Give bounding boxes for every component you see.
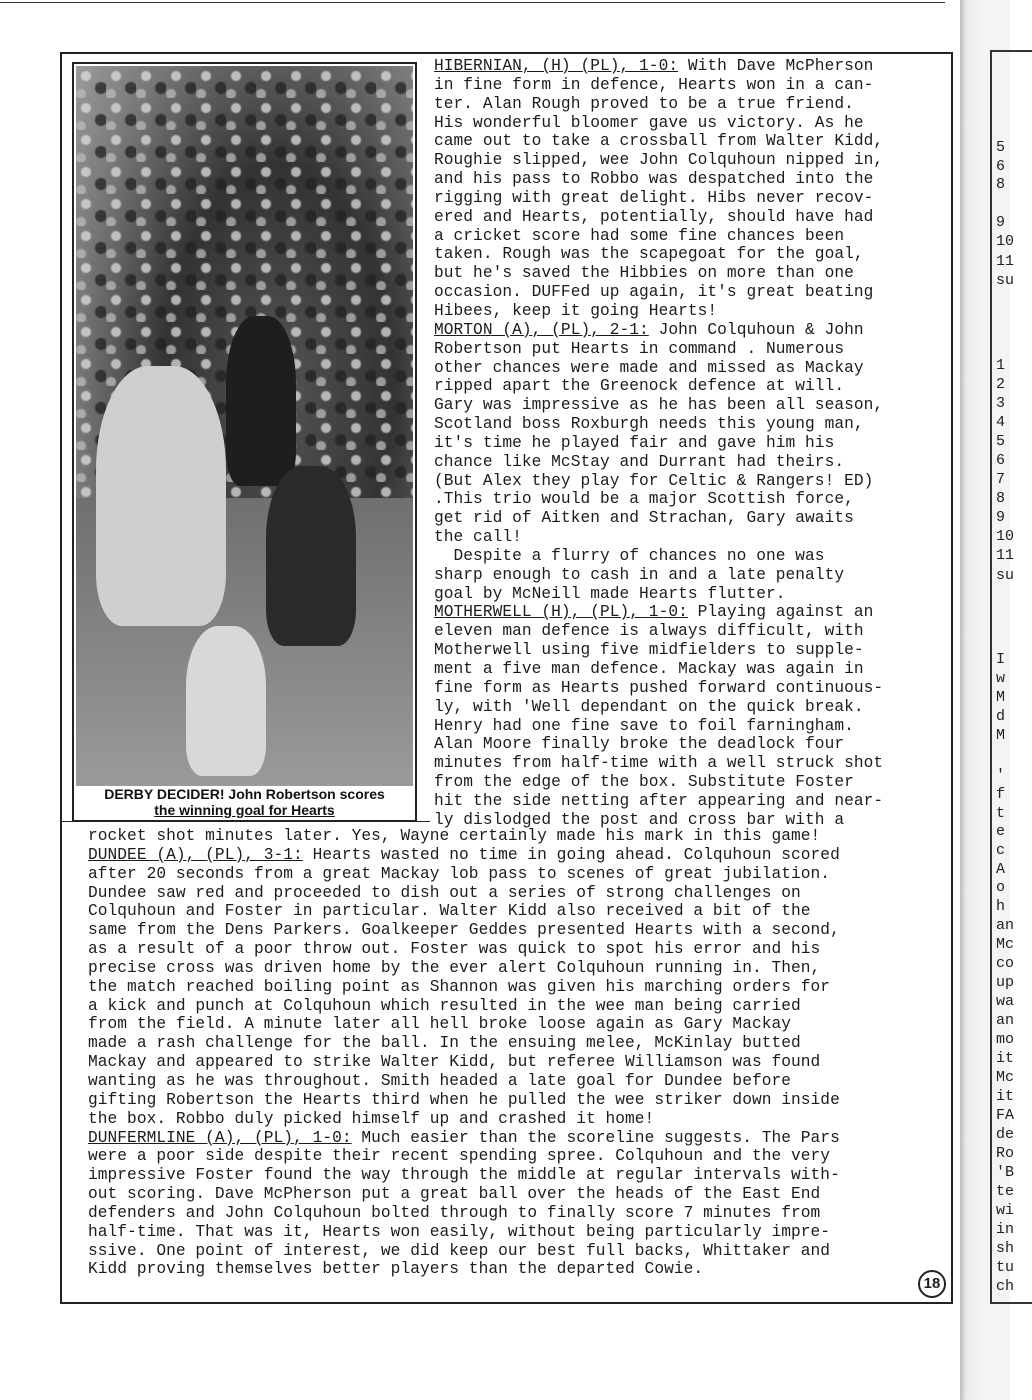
text-line	[434, 321, 946, 340]
text-line	[434, 472, 946, 491]
photo-player-2	[266, 466, 356, 646]
text-line	[434, 622, 946, 641]
line-text: .This trio would be a major Scottish force,	[434, 490, 854, 509]
adjacent-fragment: 5	[996, 433, 1006, 450]
adjacent-fragment: 5	[996, 139, 1006, 156]
text-line	[88, 1185, 948, 1204]
text-line	[434, 698, 946, 717]
adjacent-fragment: e	[996, 823, 1006, 840]
page-number: 18	[918, 1270, 946, 1298]
line-text: Playing against an	[687, 603, 874, 622]
adjacent-fragment: ch	[996, 1278, 1015, 1295]
text-line	[434, 151, 946, 170]
adjacent-fragment: mo	[996, 1031, 1015, 1048]
line-text: precise cross was driven home by the ever alert Colquhoun running in. Then,	[88, 958, 821, 977]
adjacent-fragment: in	[996, 1221, 1015, 1238]
line-text: ment a five man defence. Mackay was again in	[434, 660, 864, 678]
text-line	[434, 132, 946, 151]
line-text: the call!	[434, 528, 522, 547]
line-text: ered and Hearts, potentially, should have had	[434, 207, 874, 226]
text-line	[88, 1166, 948, 1185]
text-line	[88, 1260, 948, 1279]
text-line	[88, 1129, 948, 1148]
line-text: goal by McNeill made Hearts flutter.	[434, 584, 786, 603]
line-text: occasion. DUFFed up again, it's great beating	[434, 283, 874, 302]
adjacent-fragment: d	[996, 708, 1006, 725]
text-line	[434, 283, 946, 302]
text-line	[434, 95, 946, 114]
caption-line-1: DERBY DECIDER! John Robertson scores	[104, 786, 385, 802]
line-text: ly, with 'Well dependant on the quick break.	[434, 697, 864, 716]
adjacent-fragment: de	[996, 1126, 1015, 1143]
adjacent-fragment: co	[996, 955, 1015, 972]
text-line	[434, 208, 946, 227]
line-text: as a result of a poor throw out. Foster was quick to spot his error and his	[88, 940, 821, 959]
line-text: the box. Robbo duly picked himself up and crashed it home!	[88, 1109, 655, 1128]
adjacent-fragment: su	[996, 567, 1015, 584]
text-line	[434, 547, 946, 566]
text-line	[434, 359, 946, 378]
line-text: Kidd proving themselves better players than the departed Cowie.	[88, 1260, 704, 1279]
text-line	[434, 566, 946, 585]
text-line	[434, 735, 946, 754]
text-line	[88, 884, 948, 903]
adjacent-fragment: I	[996, 651, 1006, 668]
line-text: Colquhoun and Foster in particular. Walter Kidd also received a bit of the	[88, 902, 811, 921]
text-line	[434, 641, 946, 660]
adjacent-fragment: h	[996, 898, 1006, 915]
line-text: after 20 seconds from a great Mackay lob pass to scenes of great jubilation.	[88, 864, 831, 883]
match-photo	[72, 62, 417, 822]
text-line	[88, 1223, 948, 1242]
text-line	[434, 490, 946, 509]
text-line	[434, 773, 946, 792]
line-text: fine form as Hearts pushed forward continuous-	[434, 678, 884, 697]
adjacent-fragment: 9	[996, 214, 1006, 231]
adjacent-fragment: FA	[996, 1107, 1015, 1124]
adjacent-fragment: 7	[996, 471, 1006, 488]
text-line	[434, 227, 946, 246]
adjacent-fragment: wi	[996, 1202, 1015, 1219]
text-line	[434, 453, 946, 472]
line-text: Hibees, keep it going Hearts!	[434, 301, 718, 320]
line-text: from the field. A minute later all hell broke loose again as Gary Mackay	[88, 1015, 792, 1034]
text-line	[434, 245, 946, 264]
line-text: the match reached boiling point as Shannon was given his marching orders for	[88, 977, 831, 996]
match-heading: DUNFERMLINE (A), (PL), 1-0:	[88, 1128, 352, 1147]
line-text: Henry had one fine save to foil farningham.	[434, 716, 854, 735]
text-line	[88, 865, 948, 884]
line-text: out scoring. Dave McPherson put a great ball over the heads of the East End	[88, 1185, 821, 1204]
adjacent-fragment: sh	[996, 1240, 1015, 1257]
line-text: Motherwell using five midfielders to supple-	[434, 641, 864, 660]
text-line	[88, 959, 948, 978]
adjacent-fragment: 3	[996, 395, 1006, 412]
line-text: Robertson put Hearts in command . Numerous	[434, 339, 845, 358]
text-line	[88, 1072, 948, 1091]
line-text: chance like McStay and Durrant had theirs.	[434, 452, 845, 471]
match-heading: DUNDEE (A), (PL), 3-1:	[88, 845, 303, 864]
adjacent-fragment: f	[996, 786, 1006, 803]
line-text: ly dislodged the post and cross bar with a	[434, 810, 845, 829]
adjacent-fragment: tu	[996, 1259, 1015, 1276]
line-text: get rid of Aitken and Strachan, Gary awaits	[434, 509, 854, 528]
photo-player-3	[96, 366, 226, 626]
line-text: minutes from half-time with a well struck shot	[434, 754, 884, 773]
line-text: half-time. That was it, Hearts won easily, without being particularly impre-	[88, 1222, 831, 1241]
adjacent-fragment: c	[996, 842, 1006, 859]
adjacent-fragment: A	[996, 861, 1006, 878]
line-text: Roughie slipped, wee John Colquhoun nipped in,	[434, 151, 884, 170]
adjacent-fragment: it	[996, 1050, 1015, 1067]
adjacent-fragment: w	[996, 670, 1006, 687]
text-line	[88, 1204, 948, 1223]
text-line	[434, 679, 946, 698]
line-text: eleven man defence is always difficult, with	[434, 622, 864, 641]
section-divider	[60, 821, 430, 822]
text-line	[434, 434, 946, 453]
line-text: ssive. One point of interest, we did keep our best full backs, Whittaker and	[88, 1241, 831, 1260]
text-line	[434, 603, 946, 622]
line-text: a cricket score had some fine chances been	[434, 226, 845, 245]
adjacent-fragment: Mc	[996, 936, 1015, 953]
text-line	[88, 978, 948, 997]
match-heading: MOTHERWELL (H), (PL), 1-0:	[434, 603, 688, 622]
adjacent-fragment: 8	[996, 490, 1006, 507]
line-text: hit the side netting after appearing and near-	[434, 791, 884, 810]
line-text: and his pass to Robbo was despatched into the	[434, 170, 874, 189]
text-line	[434, 264, 946, 283]
adjacent-fragment: 10	[996, 233, 1015, 250]
text-line	[434, 509, 946, 528]
line-text: from the edge of the box. Substitute Foster	[434, 773, 854, 792]
adjacent-fragment: M	[996, 727, 1006, 744]
adjacent-fragment: 10	[996, 528, 1015, 545]
match-heading: MORTON (A), (PL), 2-1:	[434, 320, 649, 339]
line-text: but he's saved the Hibbies on more than one	[434, 264, 854, 283]
text-line	[434, 302, 946, 321]
photo-player-1	[226, 316, 296, 486]
top-edge-line	[0, 2, 945, 3]
line-text: Despite a flurry of chances no one was	[434, 546, 825, 565]
line-text: impressive Foster found the way through the middle at regular intervals with-	[88, 1166, 840, 1185]
adjacent-fragment: 11	[996, 547, 1015, 564]
text-line	[88, 940, 948, 959]
text-line	[434, 415, 946, 434]
line-text: ter. Alan Rough proved to be a true friend.	[434, 94, 854, 113]
adjacent-fragment: o	[996, 879, 1006, 896]
line-text: taken. Rough was the scapegoat for the goal,	[434, 245, 864, 264]
caption-line-2: the winning goal for Hearts	[154, 802, 335, 818]
text-line	[88, 846, 948, 865]
text-line	[434, 660, 946, 679]
line-text: were a poor side despite their recent spending spree. Colquhoun and the very	[88, 1147, 831, 1166]
line-text: Alan Moore finally broke the deadlock four	[434, 735, 845, 754]
text-line	[88, 1242, 948, 1261]
text-line	[434, 114, 946, 133]
text-line	[434, 585, 946, 604]
adjacent-page-edge	[960, 0, 1015, 1400]
line-text: Mackay and appeared to strike Walter Kidd, but referee Williamson was found	[88, 1053, 821, 1072]
match-heading: HIBERNIAN, (H) (PL), 1-0:	[434, 57, 679, 75]
line-text: a kick and punch at Colquhoun which resulted in the wee man being carried	[88, 996, 801, 1015]
text-line	[434, 189, 946, 208]
adjacent-fragment: 2	[996, 376, 1006, 393]
line-text: gifting Robertson the Hearts third when he pulled the wee striker down inside	[88, 1090, 840, 1109]
line-text: Much easier than the scoreline suggests. The Pars	[351, 1128, 840, 1147]
text-line	[88, 997, 948, 1016]
line-text: Hearts wasted no time in going ahead. Colquhoun scored	[302, 845, 840, 864]
adjacent-fragment: 9	[996, 509, 1006, 526]
text-line	[88, 827, 948, 846]
text-line	[434, 76, 946, 95]
text-line	[88, 902, 948, 921]
text-line	[88, 1147, 948, 1166]
adjacent-fragment: wa	[996, 993, 1015, 1010]
text-line	[434, 377, 946, 396]
line-text: His wonderful bloomer gave us victory. As he	[434, 113, 864, 132]
line-text: sharp enough to cash in and a late penalty	[434, 565, 845, 584]
full-width-text	[88, 827, 948, 1279]
photo-caption	[76, 786, 413, 820]
line-text: John Colquhoun & John	[648, 320, 864, 339]
adjacent-fragment: Ro	[996, 1145, 1015, 1162]
line-text: defenders and John Colquhoun bolted through to finally score 7 minutes from	[88, 1203, 821, 1222]
adjacent-fragment: te	[996, 1183, 1015, 1200]
text-line	[434, 717, 946, 736]
adjacent-fragment: 6	[996, 452, 1006, 469]
line-text: made a rash challenge for the ball. In the ensuing melee, McKinlay butted	[88, 1034, 801, 1053]
adjacent-fragment: 8	[996, 176, 1006, 193]
adjacent-fragment: an	[996, 1012, 1015, 1029]
adjacent-fragment: su	[996, 272, 1015, 289]
line-text: rocket shot minutes later. Yes, Wayne certainly made his mark in this game!	[88, 827, 821, 845]
line-text: other chances were made and missed as Mackay	[434, 358, 864, 377]
text-line	[434, 170, 946, 189]
text-line	[88, 1091, 948, 1110]
photo-player-4	[186, 626, 266, 776]
line-text: Dundee saw red and proceeded to dish out a series of strong challenges on	[88, 883, 801, 902]
photo-image	[76, 66, 413, 786]
adjacent-fragment: up	[996, 974, 1015, 991]
text-line	[434, 754, 946, 773]
right-column-text	[434, 57, 946, 830]
line-text: ripped apart the Greenock defence at will.	[434, 377, 845, 396]
text-line	[88, 1034, 948, 1053]
line-text: With Dave McPherson	[678, 57, 874, 75]
line-text: rigging with great delight. Hibs never recov-	[434, 188, 874, 207]
line-text: (But Alex they play for Celtic & Rangers! ED)	[434, 471, 874, 490]
adjacent-fragment: 4	[996, 414, 1006, 431]
adjacent-fragment: t	[996, 805, 1006, 822]
line-text: came out to take a crossball from Walter Kidd,	[434, 132, 884, 151]
adjacent-fragment: 11	[996, 253, 1015, 270]
line-text: Gary was impressive as he has been all season,	[434, 396, 884, 415]
adjacent-fragment: '	[996, 767, 1006, 784]
adjacent-fragment: it	[996, 1088, 1015, 1105]
text-line	[88, 921, 948, 940]
text-line	[434, 340, 946, 359]
line-text: wanting as he was throughout. Smith headed a late goal for Dundee before	[88, 1071, 792, 1090]
text-line	[88, 1015, 948, 1034]
line-text: in fine form in defence, Hearts won in a can-	[434, 75, 874, 94]
adjacent-fragment: Mc	[996, 1069, 1015, 1086]
adjacent-fragment: 1	[996, 357, 1006, 374]
text-line	[88, 1053, 948, 1072]
text-line	[434, 792, 946, 811]
text-line	[434, 528, 946, 547]
adjacent-fragment: 'B	[996, 1164, 1015, 1181]
line-text: same from the Dens Parkers. Goalkeeper Geddes presented Hearts with a second,	[88, 921, 840, 940]
text-line	[434, 57, 946, 76]
text-line	[88, 1110, 948, 1129]
line-text: Scotland boss Roxburgh needs this young man,	[434, 415, 864, 434]
adjacent-fragment: an	[996, 917, 1015, 934]
adjacent-fragment: M	[996, 689, 1006, 706]
adjacent-fragment: 6	[996, 158, 1006, 175]
text-line	[434, 396, 946, 415]
line-text: it's time he played fair and gave him his	[434, 433, 835, 452]
